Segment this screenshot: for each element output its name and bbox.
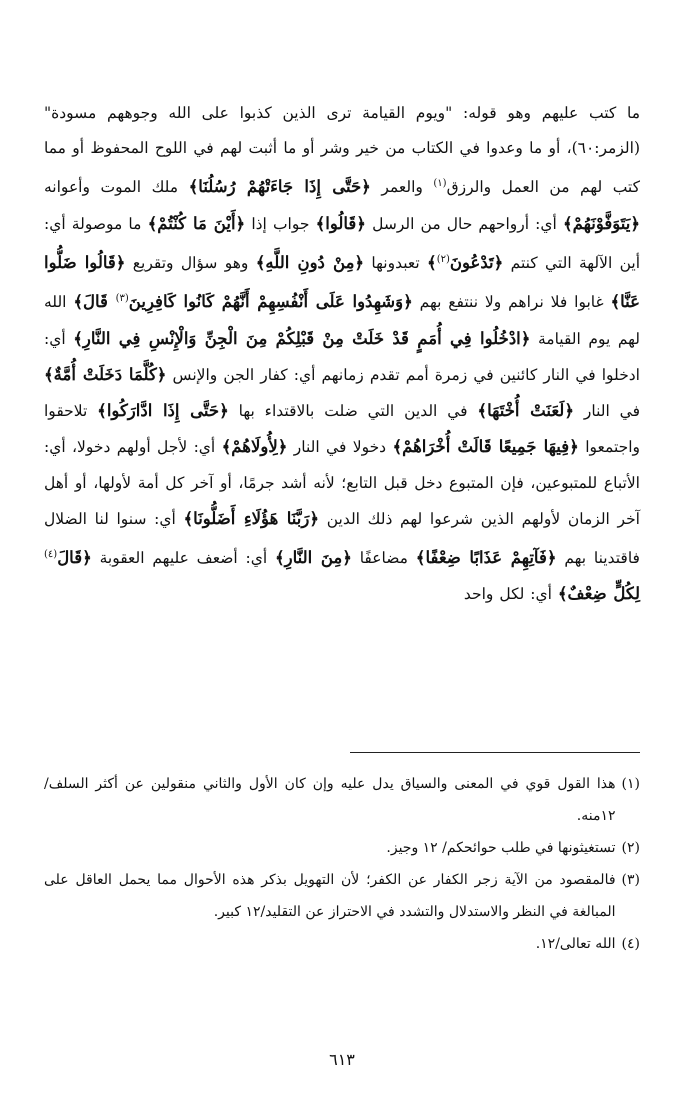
quran-quote: ﴿يَتَوَفَّوْنَهُمْ﴾ (562, 213, 640, 233)
footnote-item (44, 768, 640, 832)
quran-quote: ﴾ (427, 253, 437, 273)
quran-quote: ﴿ادْخُلُوا فِي أُمَمٍ قَدْ خَلَتْ مِنْ قَبْلِكُمْ مِنَ الْجِنِّ وَالْإِنْسِ فِي النَّارِ﴾ (73, 328, 531, 348)
footnote-number: (٢) (621, 840, 640, 856)
commentary-text: غابوا فلا نراهم ولا ننتفع بهم (412, 293, 611, 312)
footnote-text: فالمقصود من الآية زجر الكفار عن الكفر؛ لأن التهويل بذكر هذه الأحوال مما يحمل العاقل على المبالغة في النظر والاستدلال والتشدد في الاحتراز عن التقليد/١٢ كبير. (44, 872, 616, 920)
footnote-text: هذا القول قوي في المعنى والسياق يدل عليه وإن كان الأول والثاني منقولين عن أكثر السلف/١٢منه. (44, 776, 616, 824)
quran-quote: ﴿تَدْعُونَ (449, 253, 504, 273)
quran-quote: قَالَ﴾ (73, 292, 116, 312)
commentary-text: وهو سؤال وتقريع (125, 254, 256, 273)
quran-quote: ﴿وَشَهِدُوا عَلَى أَنْفُسِهِمْ أَنَّهُمْ كَانُوا كَافِرِينَ (128, 292, 413, 312)
footnote-ref: (١) (433, 178, 447, 190)
footnotes (44, 768, 640, 960)
footnote-number: (٤) (621, 936, 640, 952)
footnote-number: (١) (621, 776, 640, 792)
commentary-text: جواب إذا (245, 214, 316, 233)
quran-quote: ﴿لَعَنَتْ أُخْتَهَا﴾ (477, 401, 575, 421)
quran-quote: ﴿حَتَّى إِذَا ادَّارَكُوا﴾ (97, 401, 229, 421)
commentary-text: الله لهم يوم القيامة (44, 293, 641, 348)
footnote-item (44, 928, 640, 960)
commentary-text: أي: ادخلوا في النار كائنين في زمرة أمم تقدم زمانهم أي: كفار الجن والإنس (44, 329, 640, 384)
quran-quote: ﴿كُلَّمَا دَخَلَتْ أُمَّةٌ﴾ (44, 364, 167, 384)
quran-quote: لِكُلٍّ ضِعْفٌ﴾ (557, 584, 640, 604)
commentary-text: تلاحقوا واجتمعوا (44, 402, 640, 457)
footnote-text: تستغيثونها في طلب حوائحكم/ ١٢ وجيز. (386, 840, 616, 856)
footnote-item (44, 832, 640, 864)
footnote-separator (350, 752, 640, 753)
commentary-text: أي: لكل واحد (463, 585, 558, 604)
commentary-text: ما موصولة أي: أين الآلهة التي كنتم (44, 214, 641, 273)
quran-quote: ﴿رَبَّنَا هَؤُلَاءِ أَضَلُّونَا﴾ (183, 508, 320, 528)
quran-quote: ﴿مِنَ النَّارِ﴾ (274, 548, 352, 568)
footnote-item (44, 864, 640, 928)
commentary-text: أي: أرواحهم حال من الرسل (365, 214, 563, 233)
footnote-ref: (٣) (115, 293, 129, 305)
quran-quote: ﴿مِنْ دُونِ اللَّهِ﴾ (255, 253, 365, 273)
commentary-text: والعمر (370, 178, 434, 197)
quran-quote: ﴿فِيهَا جَمِيعًا قَالَتْ أُخْرَاهُمْ﴾ (392, 437, 579, 457)
commentary-text: دخولا في النار (287, 438, 393, 457)
quran-quote: ﴿حَتَّى إِذَا جَاءَتْهُمْ رُسُلُنَا﴾ (188, 177, 371, 197)
page-number: ٦١٣ (329, 1050, 355, 1069)
commentary-text: أي: سنوا لنا الضلال فاقتدينا بهم (44, 509, 640, 568)
footnote-number: (٣) (621, 872, 640, 888)
quran-quote: ﴿فَآتِهِمْ عَذَابًا ضِعْفًا﴾ (415, 548, 557, 568)
quran-quote: ﴿أَيْنَ مَا كُنْتُمْ﴾ (147, 213, 246, 233)
commentary-text: مضاعفًا (351, 549, 416, 568)
quran-quote: ﴿قَالُوا ضَلُّوا عَنَّا﴾ (44, 253, 640, 312)
commentary-text: أي: لأجل أولهم دخولا، أي: الأتباع للمتبوعين، فإن المتبوع دخل قبل التابع؛ لأنه أشد جرمًا، أو آخر كل أمة لأولها، أو أهل آخر الزمان لأولهم الذين شرعوا لهم ذلك الدين (44, 438, 640, 528)
footnote-ref: (٢) (436, 253, 450, 265)
commentary-text: تعبدونها (364, 254, 428, 273)
commentary-text: في الدين التي ضلت بالاقتداء بها (228, 402, 478, 421)
quran-quote: ﴿قَالُوا﴾ (315, 213, 366, 233)
commentary-text: أي: أضعف عليهم العقوبة (91, 549, 275, 568)
quran-quote: ﴿لِأُولَاهُمْ﴾ (221, 437, 288, 457)
commentary-text: ما كتب عليهم وهو قوله: "ويوم القيامة ترى الذين كذبوا على الله وجوههم مسودة"(الزمر:٦٠)، أو ما وعدوا في الكتاب من خير وشر أو ما أثبت لهم في اللوح المحفوظ أو مما كتب لهم من العمل والرزق (44, 104, 640, 197)
main-text (44, 96, 640, 612)
quran-quote: ﴿قَالَ (57, 548, 92, 568)
footnote-ref: (٤) (44, 548, 58, 560)
footnote-text: الله تعالى/١٢. (535, 936, 616, 952)
commentary-text: في النار (574, 402, 640, 421)
commentary-text: ملك الموت وأعوانه (44, 178, 189, 197)
